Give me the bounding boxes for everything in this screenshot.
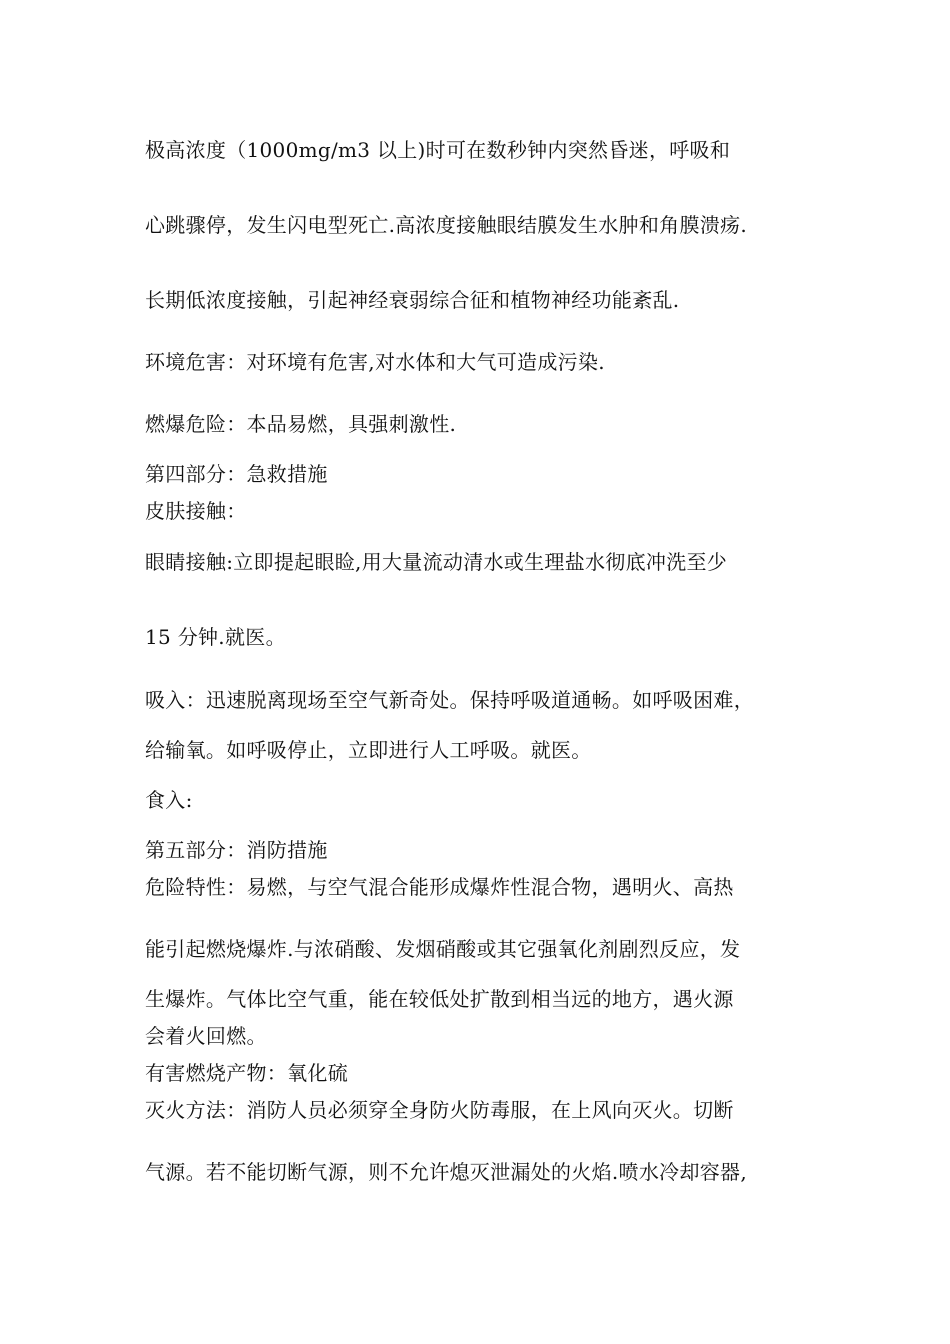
text-line: 燃爆危险：本品易燃，具强刺激性. (145, 412, 457, 436)
text-line: 眼睛接触:立即提起眼睑,用大量流动清水或生理盐水彻底冲洗至少 (145, 550, 728, 574)
text-line: 给输氧。如呼吸停止，立即进行人工呼吸。就医。 (145, 738, 592, 762)
text-line: 长期低浓度接触，引起神经衰弱综合征和植物神经功能紊乱. (145, 288, 680, 312)
text-line: 会着火回燃。 (145, 1024, 267, 1048)
text-line: 气源。若不能切断气源，则不允许熄灭泄漏处的火焰.喷水冷却容器, (145, 1160, 748, 1184)
section-heading: 第五部分：消防措施 (145, 838, 328, 862)
text-line: 能引起燃烧爆炸.与浓硝酸、发烟硝酸或其它强氧化剂剧烈反应，发 (145, 937, 741, 961)
text-line: 食入: (145, 788, 193, 812)
text-line: 吸入：迅速脱离现场至空气新奇处。保持呼吸道通畅。如呼吸困难， (145, 688, 754, 712)
text-line: 15 分钟.就医。 (145, 625, 286, 649)
text-line: 灭火方法：消防人员必须穿全身防火防毒服，在上风向灭火。切断 (145, 1098, 734, 1122)
text-line: 有害燃烧产物：氧化硫 (145, 1061, 348, 1085)
section-heading: 第四部分：急救措施 (145, 462, 328, 486)
text-line: 危险特性：易燃，与空气混合能形成爆炸性混合物，遇明火、高热 (145, 875, 734, 899)
text-line: 皮肤接触： (145, 499, 247, 523)
text-line: 心跳骤停，发生闪电型死亡.高浓度接触眼结膜发生水肿和角膜溃疡. (145, 213, 748, 237)
text-line: 极高浓度（1000mg/m3 以上)时可在数秒钟内突然昏迷，呼吸和 (145, 138, 731, 162)
text-line: 生爆炸。气体比空气重，能在较低处扩散到相当远的地方，遇火源 (145, 987, 734, 1011)
text-line: 环境危害：对环境有危害,对水体和大气可造成污染. (145, 350, 605, 374)
